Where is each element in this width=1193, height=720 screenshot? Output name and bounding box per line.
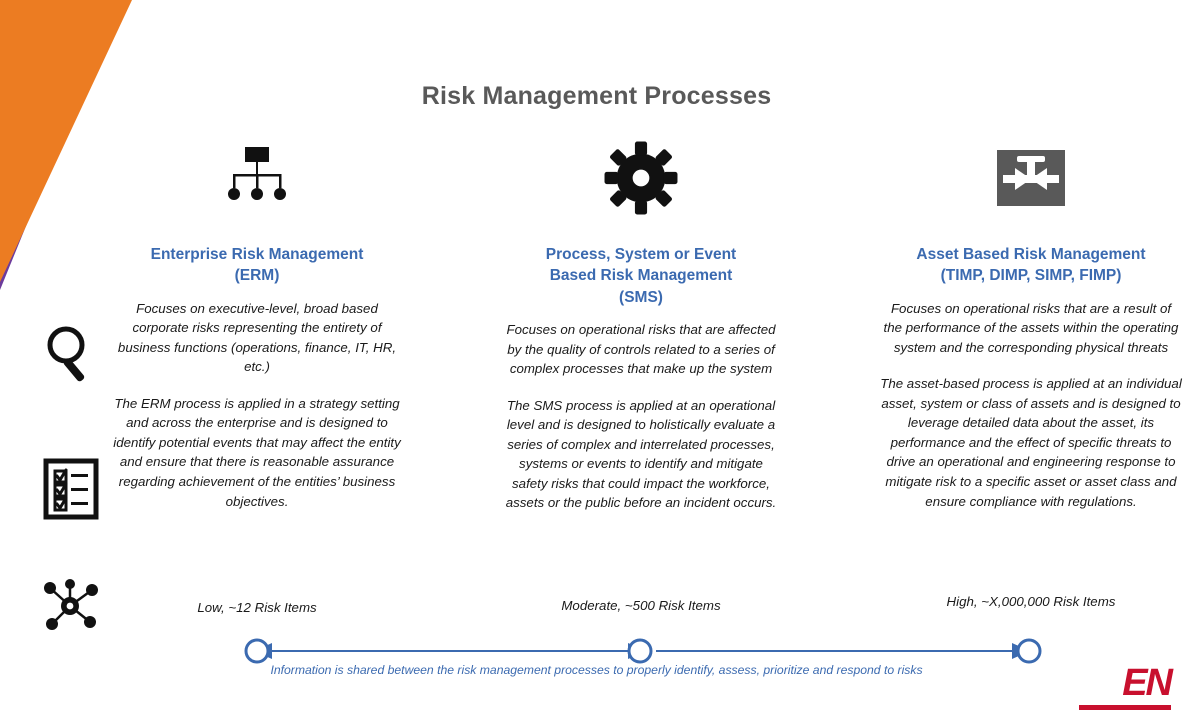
magnifier-icon xyxy=(38,320,104,386)
org-chart-icon xyxy=(112,140,402,216)
column-body-sms xyxy=(505,320,777,513)
column-heading-line-2: (ERM) xyxy=(234,267,280,285)
checklist-icon xyxy=(38,456,104,522)
page-title: Risk Management Processes xyxy=(421,82,772,110)
column-erm xyxy=(112,140,402,511)
column-paragraph: Focuses on executive-level, broad based corporate risks representing the entirety of business functions (operations, finance, IT, HR, etc.) xyxy=(117,300,397,375)
logo-underline xyxy=(1079,705,1171,710)
column-body-asset xyxy=(880,299,1182,511)
column-body-erm xyxy=(112,299,402,511)
company-logo: EN xyxy=(1122,662,1171,704)
column-paragraph: The asset-based process is applied at an individual asset, system or class of assets and is designed to leverage detailed data about the asset, its performance and the effect of specific threats to drive an operational and engineering response to mitigate risk to a specific asset or asset class and ensure compliance with regulations. xyxy=(880,376,1182,509)
column-heading-line-2: Based Risk Management xyxy=(549,267,733,285)
column-paragraph: Focuses on operational risks that are affected by the quality of controls related to a series of complex processes that make up the system xyxy=(506,322,776,377)
column-heading-asset xyxy=(880,244,1182,287)
column-paragraph: The ERM process is applied in a strategy setting and across the enterprise and is designed to identify potential events that may affect the entity and ensure that there is reasonable assurance regarding achievement of the entities’ business objectives. xyxy=(113,395,401,509)
column-paragraph: The SMS process is applied at an operational level and is designed to holistically evaluate a series of complex and interrelated processes, systems or events to identify and mitigate safety risks that could impact the workforce, assets or the public before an incident occurs. xyxy=(505,397,777,511)
risk-level-erm: Low, ~12 Risk Items xyxy=(197,600,317,615)
column-sms xyxy=(505,140,777,513)
column-heading-line-3: (SMS) xyxy=(619,288,663,306)
risk-level-asset: High, ~X,000,000 Risk Items xyxy=(946,594,1116,609)
pipeline-valve-icon xyxy=(880,140,1182,216)
flow-caption: Information is shared between the risk management processes to properly identify, assess, prioritize and respond to risks xyxy=(270,663,923,677)
column-heading-line-1: Enterprise Risk Management xyxy=(150,246,364,263)
column-heading-sms xyxy=(505,244,777,308)
column-asset xyxy=(880,140,1182,511)
column-heading-line-2: (TIMP, DIMP, SIMP, FIMP) xyxy=(940,267,1122,285)
column-heading-erm xyxy=(112,244,402,287)
column-heading-line-1: Process, System or Event xyxy=(545,246,737,263)
column-paragraph: Focuses on operational risks that are a result of the performance of the assets within the operating system and the corresponding physical threats xyxy=(883,300,1179,355)
column-heading-line-1: Asset Based Risk Management xyxy=(916,246,1146,263)
gear-icon xyxy=(505,140,777,216)
risk-level-sms: Moderate, ~500 Risk Items xyxy=(561,598,721,613)
